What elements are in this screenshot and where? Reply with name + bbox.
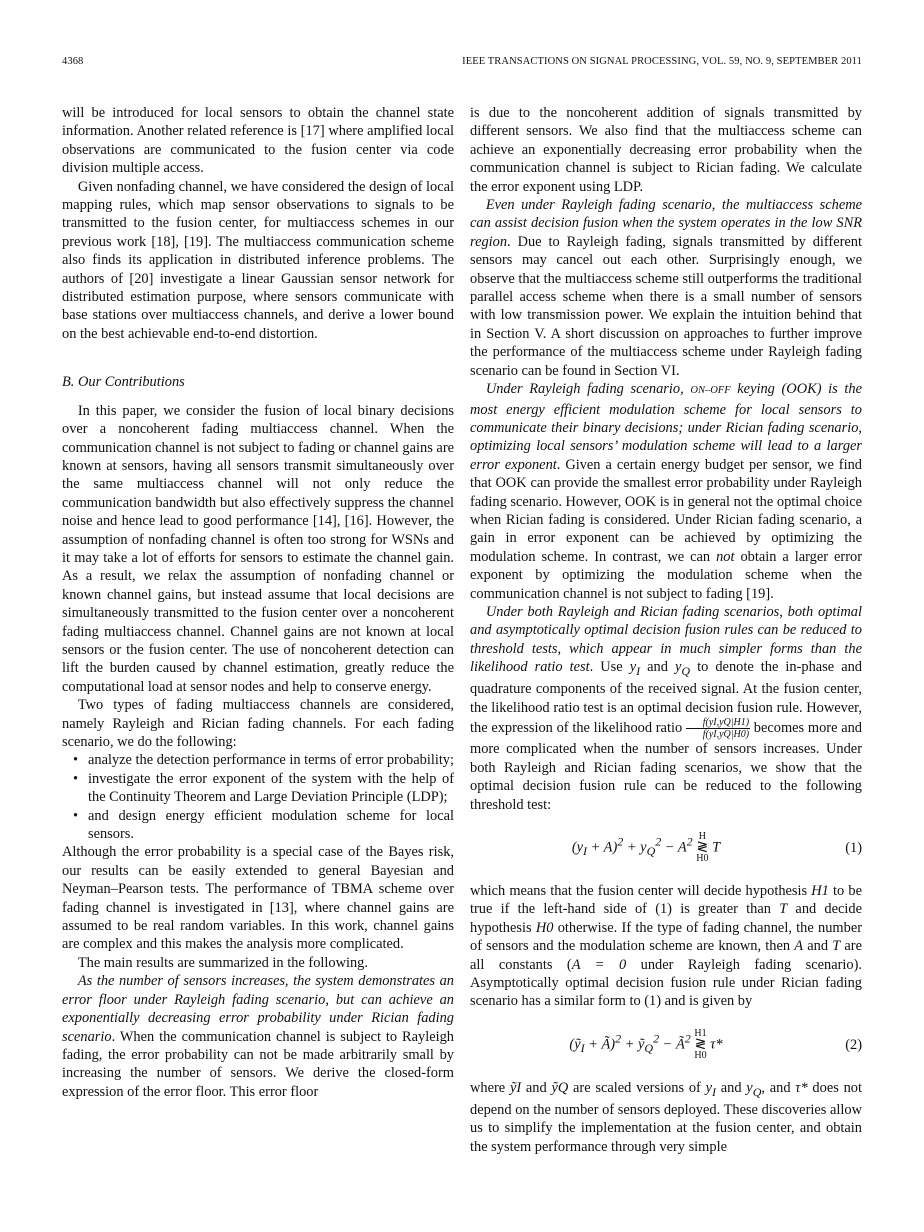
equation-2 (470, 1025, 862, 1065)
equation-body: $(y_I + A)^2 + y_Q^2 - A^2$ H ≷ H0 T (571, 830, 721, 864)
paragraph: The main results are summarized in the following. (77, 954, 368, 971)
paragraph: Given nonfading channel, we have considered the design of local mapping rules, which map sensor observations to signals to be transmitted to the fusion center, for multiaccess schemes in our previous work [18], [19]. The multiaccess communication scheme also finds its application in distributed inference problems. The authors of [20] investigate a linear Gaussian sensor network for distributed estimation purpose, where sensors communicate with base stations over multiaccess channels, and derive a lower bound on the best achievable end-to-end distortion. (62, 178, 454, 342)
text-run: . Use (589, 659, 630, 676)
list-item: • investigate the error exponent of the system with the help of the Continuity Theorem and Large Deviation Principle (LDP); (88, 770, 454, 807)
paragraph: Although the error probability is a special case of the Bayes risk, our results can be easily extended to general Bayesian and Neyman–Pearson tests. The performance of TBMA scheme over fading channel is investigated in [13], where channel gains are assumed to be real random variables. In this work, channel gains are complex and this makes the analysis more complicated. (62, 844, 454, 953)
text-run: and (640, 659, 675, 676)
right-column (470, 104, 862, 1156)
list-item: • analyze the detection performance in terms of error probability; (88, 751, 454, 769)
paragraph: where ỹI and ỹQ are scaled versions of $y_I$ and $y_Q$, and τ* does not depend on the number of sensors deployed. These discoveries allow us to simplify the implementation at the fusion center, and obtain the system performance through very simple (470, 1079, 862, 1155)
italic-claim: Under both Rayleigh and Rician fading scenarios, both optimal and asymptotically optimal decision fusion rules can be reduced to threshold tests, which appear in much simpler forms than the likelihood ratio test (470, 603, 862, 676)
equation-1 (470, 828, 862, 868)
page-number: 4368 (62, 56, 84, 67)
italic-claim: As the number of sensors increases, the system demonstrates an error floor under Rayleigh fading scenario, but can achieve an exponentially decreasing error probability under Rician fading scenario (62, 973, 454, 1045)
paragraph (470, 603, 862, 814)
paragraph: is due to the noncoherent addition of signals transmitted by different sensors. We also find that the multiaccess scheme can achieve an exponentially decreasing error probability when the communication channel is subject to Rician fading. We calculate the error exponent using LDP. (470, 105, 862, 195)
contribution-list (62, 751, 454, 843)
paragraph (62, 972, 454, 1101)
text-run: becomes more and more complicated when the number of sensors increases. Under both Rayleigh and Rician fading scenarios, we show that the optimal decision fusion rule can be reduced to the following threshold test: (470, 720, 862, 813)
text-run: . When the communication channel is subject to Rayleigh fading, the error probability can not be made arbitrarily small by increasing the number of sensors. We derive the closed-form expression of the error floor. This error floor (62, 1028, 454, 1100)
equation-number: (2) (845, 1036, 862, 1053)
italic-claim: Even under Rayleigh fading scenario, the multiaccess scheme can assist decision fusion when the system operates in the low SNR region (470, 197, 862, 250)
paragraph: Two types of fading multiaccess channels are considered, namely Rayleigh and Rician fading channels. For each fading scenario, we do the following: (62, 697, 454, 750)
emphasis: not (716, 548, 735, 565)
small-caps-text: ON–OFF (690, 385, 731, 397)
left-column (62, 104, 454, 1101)
paragraph: In this paper, we consider the fusion of local binary decisions over a noncoherent fading multiaccess channel. When the communication channel is not subject to fading or channel gains are known at sensors, having all sensors transmit simultaneously over the same multiaccess channel will not only reduce the communication bandwidth but also effectively suppress the channel noise and hence lead to good performance [14], [16]. However, the assumption of nonfading channel is often too strong for WSNs and it may take a lot of efforts for sensors to estimate the channel gain. As a result, we relax the assumption of nonfading channel or known channel gains, but instead assume that local decisions are simultaneously transmitted to the fusion center over a noncoherent fading multiaccess channel. Channel gains are not known at local sensors or the fusion center. The use of noncoherent detection can lift the burden caused by channel estimation, greatly reduce the computational load at sensor nodes and help to conserve energy. (62, 402, 454, 695)
list-item: • and design energy efficient modulation scheme for local sensors. (88, 807, 454, 844)
equation-body: (ỹ$_I$ + Ã)$^2$ + ỹ$_Q^2$ − $Ã^2$ H1 ≷ H0 τ* (569, 1027, 723, 1061)
likelihood-ratio-fraction: $\frac{f(yI,yQ|H1)}{f(yI,yQ|H0)}$ (686, 717, 750, 740)
paragraph: will be introduced for local sensors to obtain the channel state information. Another related reference is [17] where amplified local observations are communicated to the fusion center via code division multiple access. (62, 105, 454, 177)
paragraph (470, 380, 862, 603)
math-yI: $y_I$ (629, 659, 641, 679)
paragraph (470, 196, 862, 380)
text-run: . Given a certain energy budget per sensor, we find that OOK can provide the smallest error probability under Rayleigh fading scenario. However, OOK is in general not the optimal choice when Rician fading is considered. Under Rician fading scenario, a gain in error exponent can be achieved by optimizing the modulation scheme. In contrast, we can (470, 456, 862, 565)
math-yQ: $y_Q$ (675, 659, 691, 679)
section-heading: B. Our Contributions (62, 374, 185, 391)
equation-number: (1) (845, 839, 862, 856)
italic-claim: keying (OOK) is the most energy efficient modulation scheme for local sensors to communicate their binary decisions; under Rician fading scenario, optimizing local sensors’ modulation scheme will lead to a larger error exponent (470, 381, 863, 473)
text-run: obtain a larger error exponent by optimizing the modulation scheme when the communication channel is not subject to fading [19]. (470, 548, 862, 602)
italic-claim: Under Rayleigh fading scenario, (485, 381, 691, 398)
paragraph: which means that the fusion center will decide hypothesis H1 to be true if the left-hand side of (1) is greater than T and decide hypothesis H0 otherwise. If the type of fading channel, the number of sensors and the modulation scheme are known, then A and T are all constants (A = 0 under Rayleigh fading scenario). Asymptotically optimal decision fusion rule under Rician fading scenario has a similar form to (1) and is given by (470, 882, 862, 1010)
text-run: . Due to Rayleigh fading, signals transmitted by different sensors may cancel out each other. Surprisingly enough, we observe that the multiaccess scheme still outperforms the traditional parallel access scheme when there is a small number of sensors with low transmission power. We explain the intuition behind that in Section V. A short discussion on approaches to further improve the performance of the multiaccess scheme under Rayleigh fading scenario can be found in Section VI. (470, 233, 862, 379)
text-run: to denote the in-phase and quadrature components of the received signal. At the fusion center, the likelihood ratio test is an optimal decision fusion rule. However, the expression of the likelihood ratio (470, 659, 862, 737)
hypothesis-operator: H ≷ H0 (696, 830, 709, 864)
hypothesis-operator: H1 ≷ H0 (694, 1027, 707, 1061)
running-header: IEEE TRANSACTIONS ON SIGNAL PROCESSING, VOL. 59, NO. 9, SEPTEMBER 2011 (462, 56, 862, 67)
